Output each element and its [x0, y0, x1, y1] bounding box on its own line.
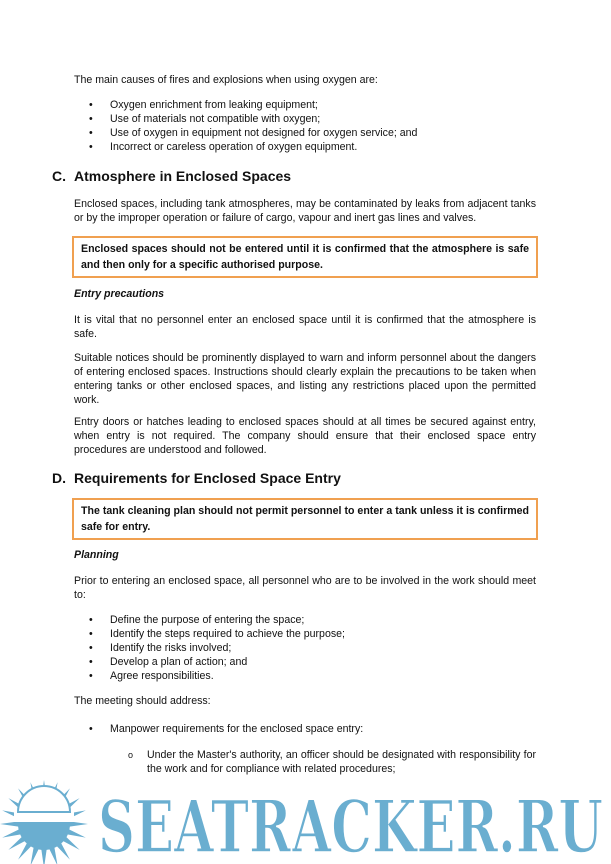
- list-item: • Develop a plan of action; and: [74, 655, 536, 669]
- section-heading-c: [52, 168, 291, 184]
- list-item: • Identify the risks involved;: [74, 641, 536, 655]
- sun-icon: [0, 780, 88, 864]
- list-item: • Define the purpose of entering the space;: [74, 613, 536, 627]
- section-letter: C.: [52, 168, 66, 184]
- section-title: Atmosphere in Enclosed Spaces: [74, 168, 292, 184]
- paragraph: Entry doors or hatches leading to enclosed spaces should at all times be secured against entry, when entry is not required. The company should ensure that their enclosed space entry procedures are understood and followed.: [74, 416, 536, 456]
- meeting-list: [74, 722, 536, 736]
- subheading: Entry precautions: [74, 288, 165, 300]
- list-item: • Incorrect or careless operation of oxygen equipment.: [74, 140, 536, 154]
- callout-box: The tank cleaning plan should not permit personnel to enter a tank unless it is confirmed safe for entry.: [72, 498, 538, 540]
- subheading: Planning: [74, 549, 119, 561]
- paragraph: Prior to entering an enclosed space, all personnel who are to be involved in the work should meet to:: [74, 575, 536, 601]
- section-title: Requirements for Enclosed Space Entry: [74, 470, 341, 486]
- list-item: • Use of oxygen in equipment not designed for oxygen service; and: [74, 126, 536, 140]
- intro-text: The main causes of fires and explosions when using oxygen are:: [74, 74, 378, 86]
- paragraph: The meeting should address:: [74, 695, 211, 707]
- list-item: • Use of materials not compatible with oxygen;: [74, 112, 536, 126]
- list-item: • Agree responsibilities.: [74, 669, 536, 683]
- paragraph: It is vital that no personnel enter an enclosed space until it is confirmed that the atmosphere is safe.: [74, 314, 536, 340]
- svg-text:SEATRACKER.RU: SEATRACKER.RU: [98, 784, 603, 864]
- causes-list: [74, 98, 536, 154]
- paragraph: Suitable notices should be prominently displayed to warn and inform personnel about the dangers of entering enclosed spaces. Instructions should clearly explain the precautions to be taken when entering tanks or other enclosed spaces, and listing any restrictions placed upon the permitted work.: [74, 352, 536, 406]
- callout-box: Enclosed spaces should not be entered until it is confirmed that the atmosphere is safe and then only for a specific authorised purpose.: [72, 236, 538, 278]
- section-letter: D.: [52, 470, 66, 486]
- sub-list-item: o Under the Master's authority, an officer should be designated with responsibility for the work and for compliance with related procedures;: [147, 748, 536, 776]
- planning-list: [74, 613, 536, 683]
- list-item: • Oxygen enrichment from leaking equipment;: [74, 98, 536, 112]
- list-item: • Identify the steps required to achieve the purpose;: [74, 627, 536, 641]
- paragraph: Enclosed spaces, including tank atmospheres, may be contaminated by leaks from adjacent tanks or by the improper operation or failure of cargo, vapour and inert gas lines and valves.: [74, 198, 536, 224]
- section-heading-d: [52, 470, 341, 486]
- watermark-logo: [0, 776, 611, 864]
- list-item: • Manpower requirements for the enclosed space entry:: [74, 722, 536, 736]
